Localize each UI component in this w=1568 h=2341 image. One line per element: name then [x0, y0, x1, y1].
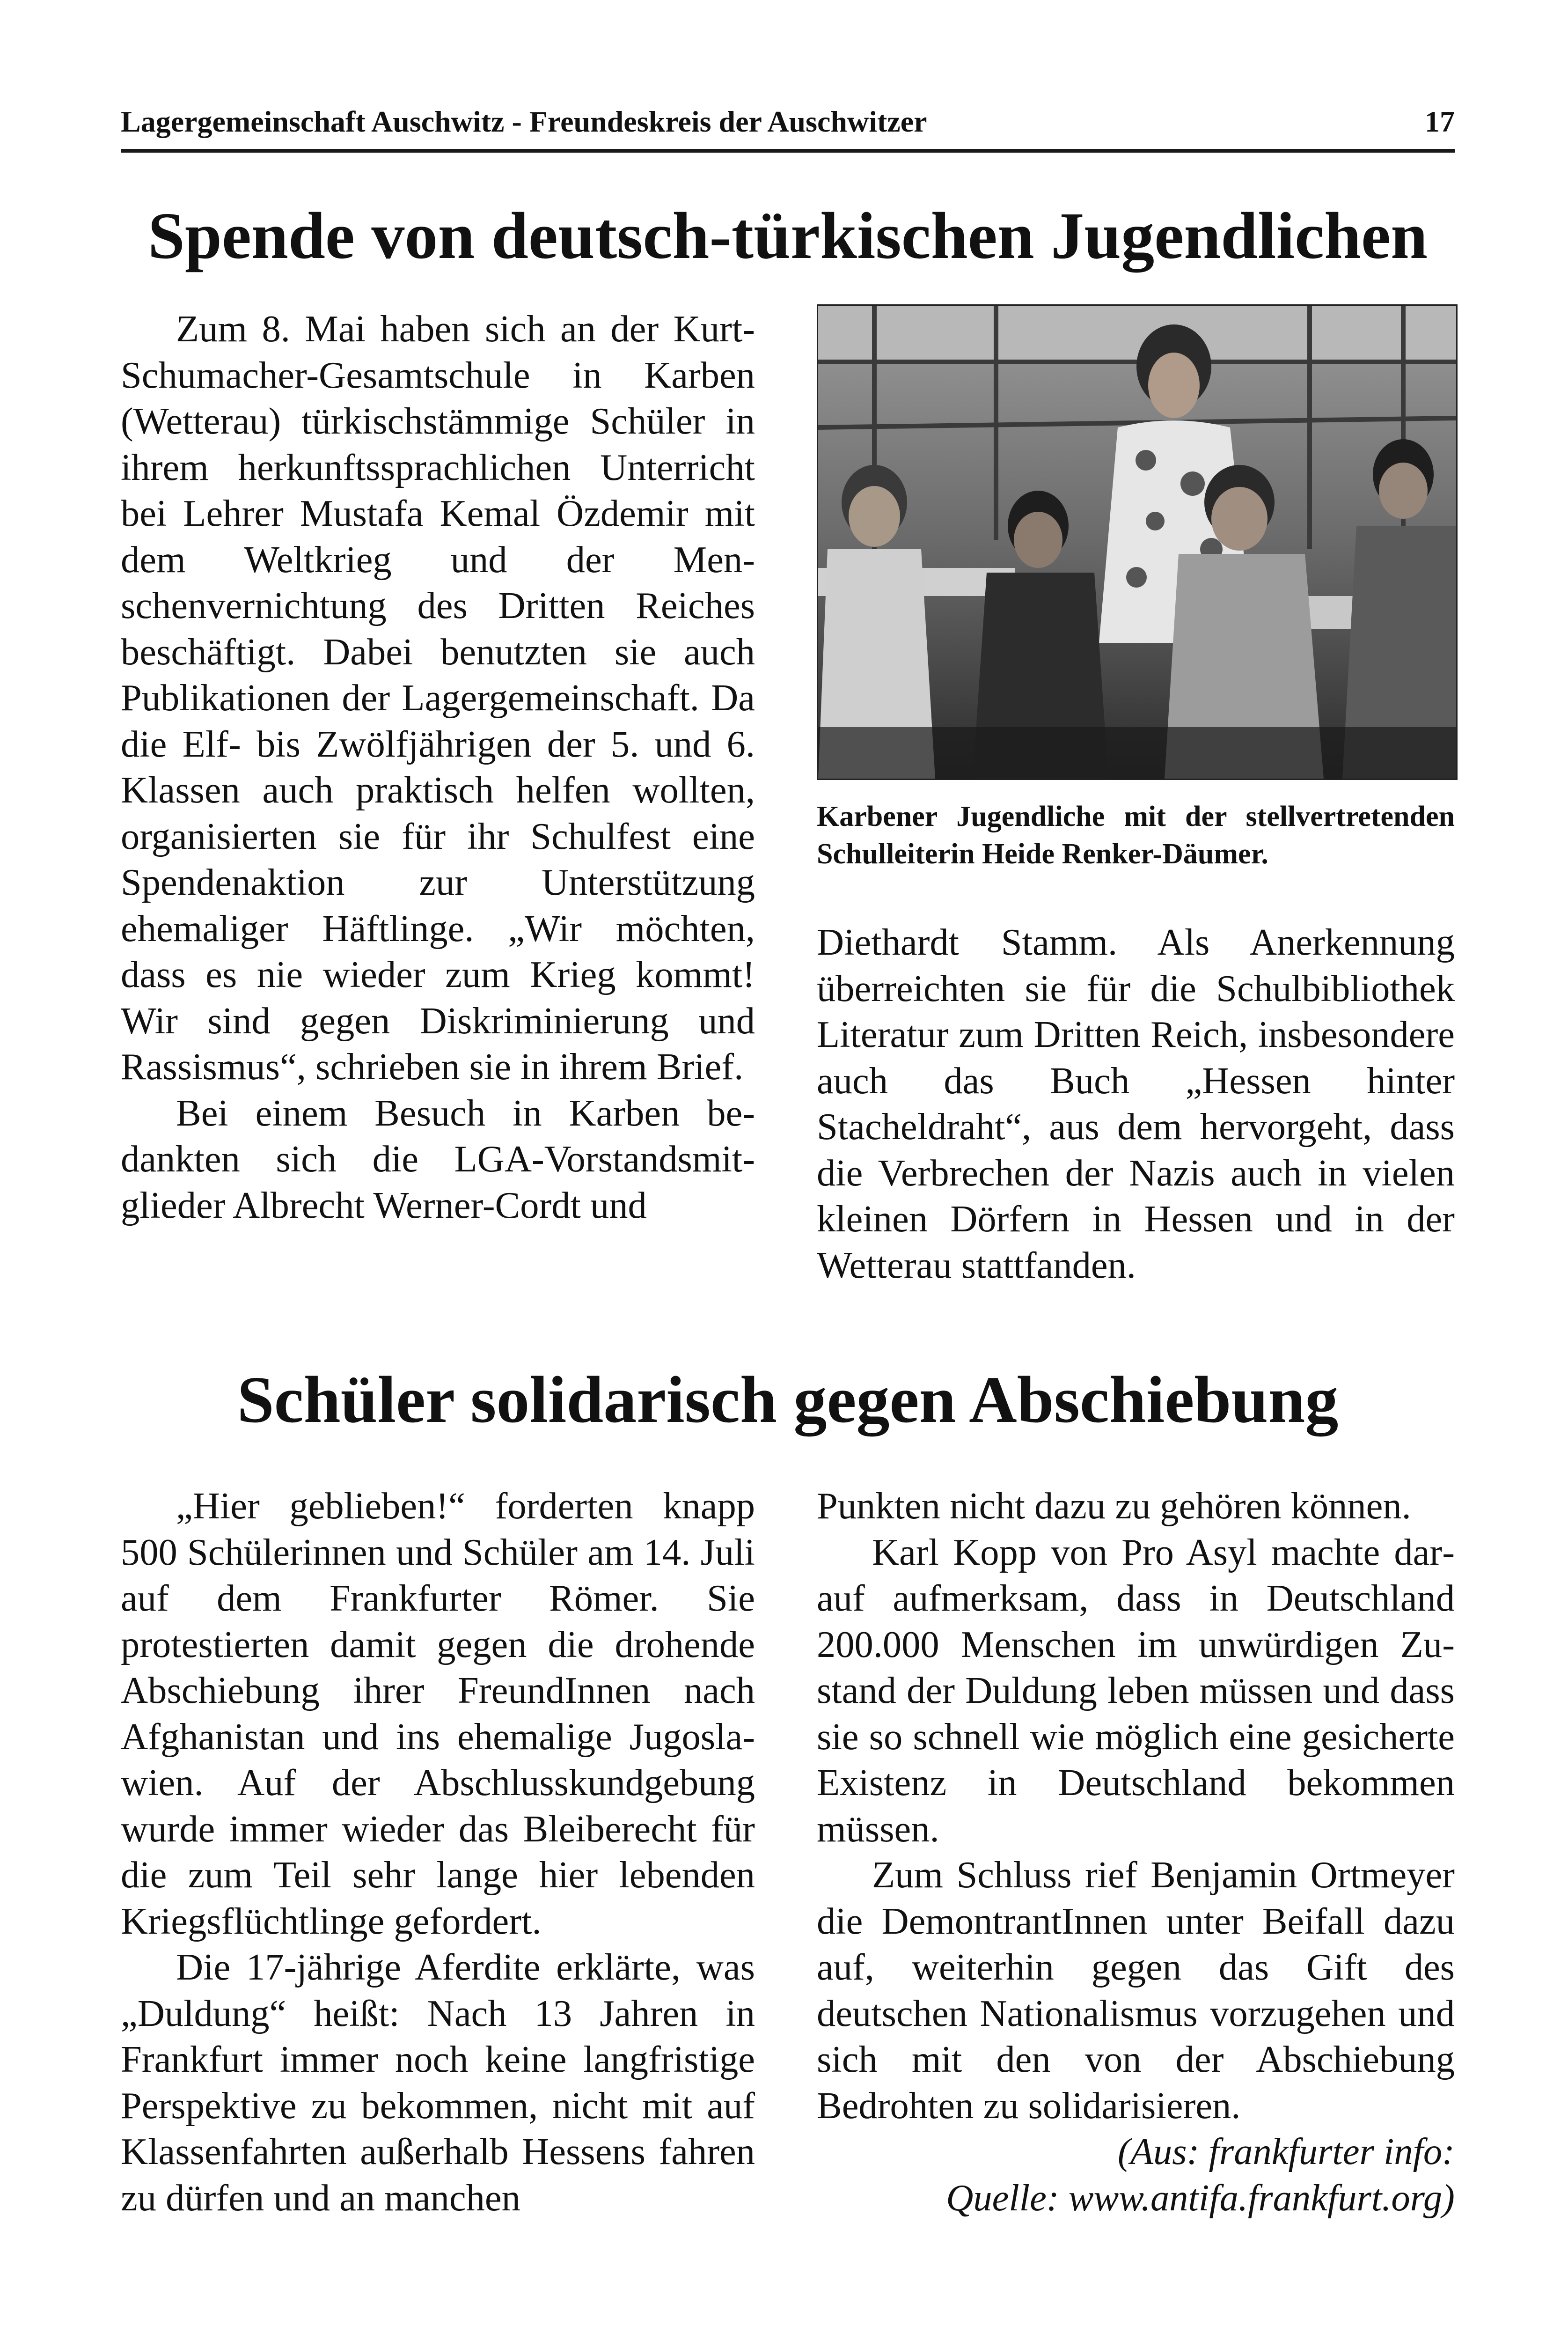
article2-paragraph: „Hier geblieben!“ forderten knapp 500 Schülerinnen und Schüler am 14. Juli auf dem Frankfurter Römer. Sie protestierten damit gegen die drohende Abschiebung ihrer FreundInnen nach Afghanistan und ins ehemalige Jugoslawien. Auf der Abschlusskundgebung wurde immer wieder das Bleiberecht für die zum Teil sehr lange hier lebenden Kriegsflüchtlinge gefordert. — [121, 1485, 755, 1942]
page-number: 17 — [1425, 105, 1455, 138]
credit-line: (Aus: frankfurter info: — [1118, 2131, 1455, 2172]
article1-headline: Spende von deutsch-türkischen Jugendlichen — [147, 199, 1428, 272]
header-rule — [121, 149, 1455, 153]
article2-paragraph: Zum Schluss rief Benjamin Ortmeyer die DemontrantInnen unter Beifall dazu auf, weiterhin gegen das Gift des deutschen Nationalismus vorzugehen und sich mit den von der Abschiebung Bedrohten zu solidarisieren. — [817, 1854, 1455, 2127]
running-header — [121, 107, 1455, 137]
article2-source-credit — [817, 2129, 1455, 2221]
article2-paragraph: Karl Kopp von Pro Asyl machte darauf aufmerksam, dass in Deutschland 200.000 Menschen im unwürdigen Zustand der Duldung leben müssen und dass sie so schnell wie möglich eine gesicherte Existenz in Deutschland bekommen müssen. — [817, 1531, 1455, 1850]
article2-headline: Schüler solidarisch gegen Abschiebung — [237, 1362, 1339, 1436]
article1-left-column — [121, 306, 755, 1229]
article1-paragraph: Diethardt Stamm. Als Anerkennung überreichten sie für die Schulbibliothek Literatur zum Dritten Reich, insbesondere auch das Buch „Hessen hinter Stacheldraht“, aus dem hervorgeht, dass die Verbrechen der Nazis auch in vielen kleinen Dörfern in Hessen und in der Wetterau stattfanden. — [817, 921, 1455, 1286]
credit-line: Quelle: www.antifa.frankfurt.org) — [946, 2177, 1455, 2219]
group-photo-illustration — [818, 306, 1456, 779]
article2-left-column — [121, 1483, 755, 2221]
article2-paragraph: Die 17-jährige Aferdite erklärte, was „Duldung“ heißt: Nach 13 Jahren in Frankfurt immer noch keine langfristige Perspektive zu bekommen, nicht mit auf Klassenfahrten außerhalb Hessens fahren zu dürfen und an manchen — [121, 1946, 755, 2219]
article1-paragraph: Bei einem Besuch in Karben bedankten sich die LGA-Vorstandsmitglieder Albrecht Werner-Cordt und — [121, 1092, 755, 1226]
article1-photo — [817, 304, 1458, 780]
article1-right-column — [817, 920, 1455, 1288]
article1-paragraph: Zum 8. Mai haben sich an der Kurt-Schumacher-Gesamtschule in Karben (Wetterau) türkischstämmige Schüler in ihrem herkunftssprachlichen Unterricht bei Lehrer Mustafa Kemal Özdemir mit dem Weltkrieg und der Menschenvernichtung des Dritten Reiches beschäftigt. Dabei benutzten sie auch Publikationen der Lagergemeinschaft. Da die Elf- bis Zwölfjährigen der 5. und 6. Klassen auch praktisch helfen wollten, organisierten sie für ihr Schulfest eine Spendenaktion zur Unterstützung ehemaliger Häftlinge. „Wir möchten, dass es nie wieder zum Krieg kommt! Wir sind gegen Diskriminierung und Rassismus“, schrieben sie in ihrem Brief. — [121, 308, 755, 1088]
article2-paragraph: Punkten nicht dazu zu gehören können. — [817, 1485, 1411, 1527]
article2-right-column — [817, 1483, 1455, 2221]
running-title: Lagergemeinschaft Auschwitz - Freundeskreis der Auschwitzer — [121, 105, 927, 138]
article1-photo-caption: Karbener Jugendliche mit der stellvertretenden Schulleiterin Heide Renker-Däumer. — [817, 801, 1455, 870]
